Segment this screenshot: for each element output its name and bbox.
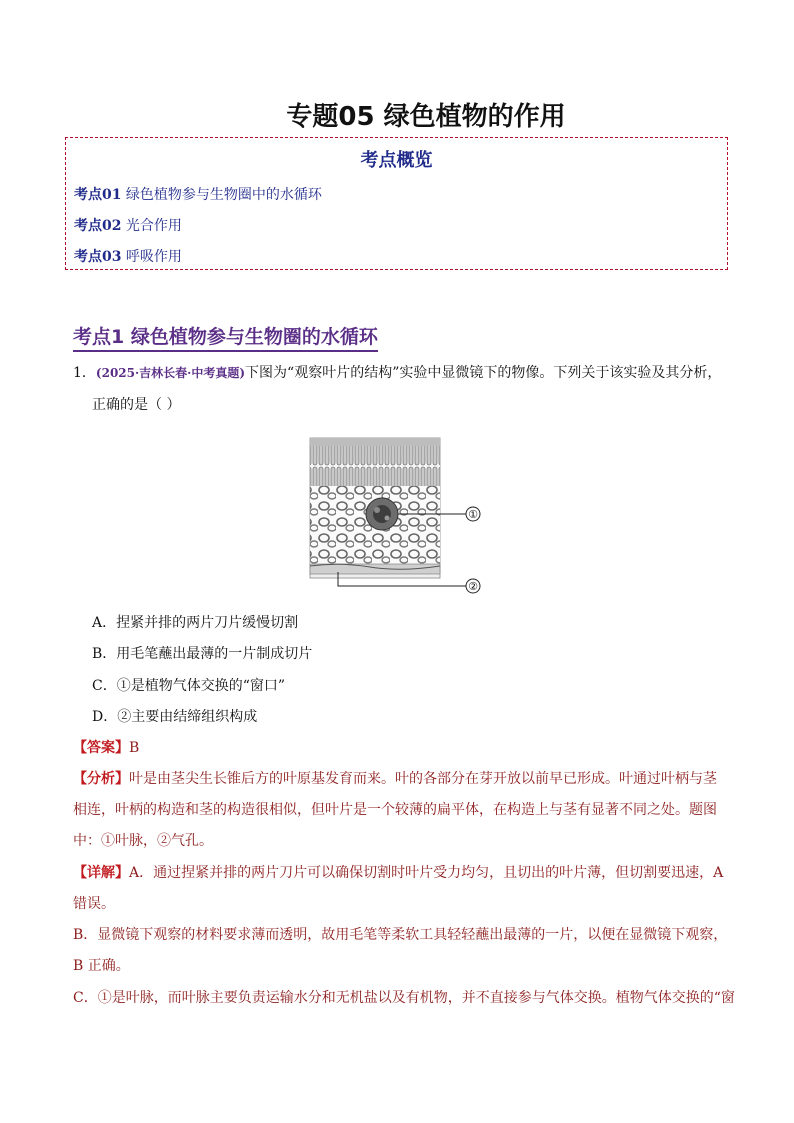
overview-item-code: 考点03 (74, 249, 122, 265)
overview-item-text: 光合作用 (121, 218, 182, 234)
figure-label-1: ① (468, 508, 478, 521)
detail-tag: 【详解】 (73, 865, 129, 881)
option-c[interactable]: C．①是植物气体交换的“窗口” (92, 678, 286, 694)
leaf-cross-section-image (300, 436, 500, 596)
section-title: 考点1 绿色植物参与生物圈的水循环 (73, 322, 378, 352)
figure-label-2: ② (468, 580, 478, 593)
detail-line-1 (73, 862, 723, 882)
answer-tag: 【答案】 (73, 740, 129, 756)
analysis-line-1 (73, 768, 717, 788)
overview-item-2[interactable] (74, 215, 182, 235)
overview-heading: 考点概览 (360, 150, 433, 171)
question-number: 1． (73, 365, 96, 381)
detail-line-4: B 正确。 (73, 958, 130, 974)
page-title: 专题05 绿色植物的作用 (286, 102, 566, 132)
overview-item-code: 考点02 (74, 218, 122, 234)
analysis-text: 叶是由茎尖生长锥后方的叶原基发育而来。叶的各部分在芽开放以前早已形成。叶通过叶柄与茎 (129, 771, 717, 787)
answer-value: B (129, 740, 140, 756)
question-stem-line-2: 正确的是（ ） (92, 397, 181, 413)
overview-box (65, 137, 728, 270)
overview-item-code: 考点01 (74, 187, 122, 203)
overview-item-3[interactable] (74, 246, 182, 266)
overview-item-text: 绿色植物参与生物圈中的水循环 (121, 187, 322, 203)
detail-line-2: 错误。 (73, 896, 115, 912)
option-d[interactable]: D．②主要由结缔组织构成 (92, 709, 258, 725)
option-a[interactable]: A．捏紧并排的两片刀片缓慢切割 (92, 615, 299, 631)
detail-line-5: C．①是叶脉，而叶脉主要负责运输水分和无机盐以及有机物，并不直接参与气体交换。植物气体交换的“窗 (73, 990, 735, 1006)
analysis-tag: 【分析】 (73, 771, 129, 787)
detail-line-3: B．显微镜下观察的材料要求薄而透明，故用毛笔等柔软工具轻轻蘸出最薄的一片，以便在显微镜下观察， (73, 927, 728, 943)
analysis-line-3: 中：①叶脉，②气孔。 (73, 833, 213, 849)
overview-item-1[interactable] (74, 184, 322, 204)
question-stem-line-1 (73, 362, 721, 382)
detail-text: A．通过捏紧并排的两片刀片可以确保切割时叶片受力均匀，且切出的叶片薄，但切割要迅速，A (129, 865, 724, 881)
option-b[interactable]: B．用毛笔蘸出最薄的一片制成切片 (92, 646, 313, 662)
overview-item-text: 呼吸作用 (121, 249, 182, 265)
answer-line (73, 737, 139, 757)
analysis-line-2: 相连，叶柄的构造和茎的构造很相似，但叶片是一个较薄的扁平体，在构造上与茎有显著不同之处。题图 (73, 802, 717, 818)
question-source: (2025·吉林长春·中考真题) (95, 366, 246, 380)
question-stem: 下图为“观察叶片的结构”实验中显微镜下的物像。下列关于该实验及其分析， (245, 365, 722, 381)
